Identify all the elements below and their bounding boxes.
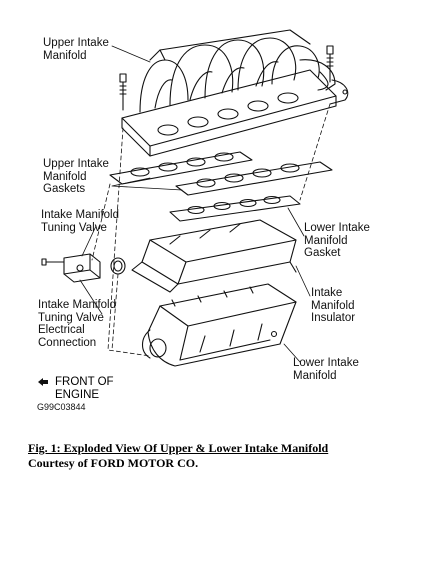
- label-upper-intake-manifold-gaskets: Upper Intake Manifold Gaskets: [43, 158, 109, 195]
- front-of-engine-label: FRONT OF ENGINE: [55, 376, 114, 401]
- front-arrow-icon: [37, 377, 49, 387]
- label-upper-intake-manifold: Upper Intake Manifold: [43, 37, 109, 62]
- figure-code: G99C03844: [37, 402, 86, 412]
- upper-intake-manifold-part: [122, 30, 348, 156]
- label-lower-intake-manifold-gasket: Lower Intake Manifold Gasket: [304, 222, 370, 259]
- label-lower-intake-manifold: Lower Intake Manifold: [293, 357, 359, 382]
- insulator-part: [132, 220, 296, 292]
- caption-title: Fig. 1: Exploded View Of Upper & Lower Intake Manifold: [28, 441, 329, 455]
- label-intake-manifold-tuning-valve: Intake Manifold Tuning Valve: [41, 209, 119, 234]
- lower-gasket: [170, 196, 300, 221]
- figure-caption: [28, 441, 428, 471]
- lower-intake-manifold-part: [143, 284, 297, 366]
- caption-credit: Courtesy of FORD MOTOR CO.: [28, 456, 199, 470]
- label-intake-manifold-insulator: Intake Manifold Insulator: [311, 287, 356, 324]
- bolt-left: [120, 74, 126, 110]
- label-tuning-valve-electrical-connection: Intake Manifold Tuning Valve Electrical Connection: [38, 299, 116, 349]
- bolt-right: [327, 46, 333, 82]
